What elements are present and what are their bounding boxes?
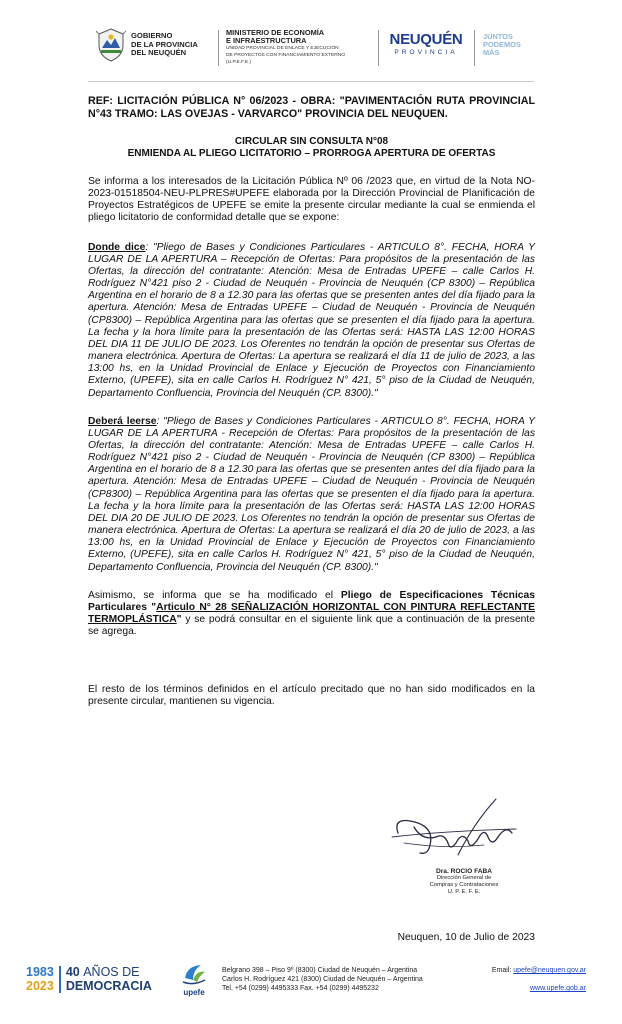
footer-contact bbox=[466, 966, 586, 993]
ministry-line-1: MINISTERIO DE ECONOMÍA bbox=[226, 28, 325, 37]
signatory-title-1: Dirección General de bbox=[436, 875, 492, 881]
circular-subtitle: ENMIENDA AL PLIEGO LICITATORIO – PRORROGA APERTURA DE OFERTAS bbox=[127, 148, 496, 159]
anniversary-line-2: DEMOCRACIA bbox=[65, 978, 152, 993]
donde-dice-paragraph bbox=[88, 242, 535, 400]
website-link[interactable]: www.upefe.gob.ar bbox=[529, 985, 586, 992]
ministry-line-2: E INFRAESTRUCTURA bbox=[226, 36, 307, 46]
gov-line-2: DE LA PROVINCIA bbox=[131, 39, 198, 49]
neuquen-name: NEUQUÉN bbox=[389, 31, 463, 48]
anniversary-number: 40 bbox=[65, 965, 80, 979]
email-link[interactable]: upefe@neuquen.gov.ar bbox=[513, 967, 586, 974]
provincial-crest-icon bbox=[96, 28, 126, 62]
asimismo-pre: Asimismo, se informa que se ha modificado el bbox=[88, 589, 341, 601]
donde-dice-label: Donde dice bbox=[88, 241, 146, 253]
slogan bbox=[483, 33, 521, 57]
debera-leerse-paragraph bbox=[88, 416, 535, 574]
debera-leerse-label: Deberá leerse bbox=[88, 415, 157, 427]
asimismo-post: y se podrá consultar en el siguiente link que a continuación de la presente se agrega. bbox=[88, 614, 535, 638]
reference-heading: REF: LICITACIÓN PÚBLICA N° 06/2023 - OBRA: "PAVIMENTACIÓN RUTA PROVINCIAL N°43 TRAMO: LAS OVEJAS - VARVARCO" PROVINCIA DEL NEUQUEN. bbox=[88, 95, 535, 120]
signatory-title-2: Compras y Contrataciones bbox=[429, 882, 499, 888]
email-label: Email: bbox=[491, 967, 514, 974]
upefe-logo-icon bbox=[181, 962, 207, 986]
document-body bbox=[88, 95, 535, 709]
address-line-1: Belgrano 398 – Piso 9º (8300) Ciudad de Neuquén – Argentina bbox=[222, 967, 418, 974]
neuquen-provincia: PROVINCIA bbox=[394, 49, 458, 56]
circular-title: CIRCULAR SIN CONSULTA N°08 bbox=[234, 136, 389, 147]
intro-paragraph: Se informa a los interesados de la Licitación Pública Nº 06 /2023 que, en virtud de la Nota NO-2023-01518504-NEU-PLPRES#UPEFE elaborada por la Dirección Provincial de Planificación de Proyectos Estratégicos de UPEFE se emite la presente circular mediante la cual se enmienda el pliego licitatorio de conformidad detalle que se expone: bbox=[88, 176, 535, 224]
address-line-2: Carlos H. Rodríguez 421 (8300) Ciudad de Neuquén – Argentina bbox=[222, 976, 423, 983]
slogan-line-2: PODEMOS bbox=[483, 40, 521, 49]
document-date: Neuquen, 10 de Julio de 2023 bbox=[397, 932, 535, 943]
ministry-label bbox=[226, 29, 376, 65]
header-divider bbox=[378, 30, 379, 66]
slogan-line-3: MÁS bbox=[483, 48, 500, 57]
gov-line-1: GOBIERNO bbox=[131, 31, 173, 41]
gov-line-3: DEL NEUQUÉN bbox=[131, 48, 187, 58]
header-rule bbox=[88, 81, 534, 82]
header-divider bbox=[218, 30, 219, 66]
government-logo bbox=[96, 28, 209, 62]
neuquen-logo bbox=[386, 32, 466, 56]
footer bbox=[0, 960, 622, 1020]
signatory-title-3: U. P. E. F. E. bbox=[447, 889, 481, 895]
ministry-sub-1: UNIDAD PROVINCIAL DE ENLACE Y EJECUCIÓN bbox=[226, 46, 339, 52]
resto-paragraph: El resto de los términos definidos en el artículo precitado que no han sido modificados en la presente circular, mantienen su vigencia. bbox=[88, 684, 535, 708]
badge-divider bbox=[59, 966, 61, 993]
asimismo-close-quote: " bbox=[176, 614, 182, 625]
debera-leerse-text: : "Pliego de Bases y Condiciones Particulares - ARTICULO 8°. FECHA, HORA Y LUGAR DE LA APERTURA - Recepción de Ofertas: Para propósitos de la presentación de las Ofertas, la dirección del contratante: Atención: Mesa de Entradas UPEFE – calle Carlos H. Rodríguez N°421 piso 2 - Ciudad de Neuquén - Provincia de Neuquén (CP 8300) – República Argentina en el horario de 8 a 12.30 para las ofertas que se presenten antes del día fijado para la apertura. Atención: Mesa de Entradas UPEFE – Ciudad de Neuquén - Provincia de Neuquén (CP8300) – República Argentina para las ofertas que se presenten el día fijado para la apertura. La fecha y la hora límite para la presentación de las Ofertas será: HASTA LAS 12:00 HORAS DEL DIA 20 DE JULIO DE 2023. Los Oferentes no tendrán la opción de presentar sus Ofertas de manera electrónica. Apertura de Ofertas: La apertura se realizará el día 20 de julio de 2023, a las 13:00 hs, en la Unidad Provincial de Enlace y Ejecución de Proyectos con Financiamiento Externo, (UPEFE), sita en calle Carlos H. Rodríguez N° 421, 5° piso de la Ciudad de Neuquén, Departamento Confluencia, Provincia del Neuquén (CP. 8300)." bbox=[88, 415, 535, 573]
address-line-3: Tel. +54 (0299) 4495333 Fax. +54 (0299) 4495232 bbox=[222, 985, 379, 992]
header-divider bbox=[474, 30, 475, 66]
donde-dice-text: : "Pliego de Bases y Condiciones Particulares - ARTICULO 8°. FECHA, HORA Y LUGAR DE LA APERTURA – Recepción de Ofertas: Para propósitos de la presentación de las Ofertas, la dirección del contratante: Atención: Mesa de Entradas UPEFE – calle Carlos H. Rodríguez N°421 piso 2 - Ciudad de Neuquén - Provincia de Neuquén (CP 8300) – República Argentina en el horario de 8 a 12.30 para las ofertas que se presenten antes del día fijado para la apertura. Atención: Mesa de Entradas UPEFE – Ciudad de Neuquén - Provincia de Neuquén (CP8300) – República Argentina para las ofertas que se presenten el día fijado para la apertura. La fecha y la hora límite para la presentación de las Ofertas será: HASTA LAS 12:00 HORAS DEL DIA 11 DE JULIO DE 2023. Los Oferentes no tendrán la opción de presentar sus Ofertas de manera electrónica. Apertura de Ofertas: La apertura se realizará el día 11 de julio de 2023, a las 13:00 hs, en la Unidad Provincial de Enlace y Ejecución de Proyectos con Financiamiento Externo, (UPEFE), sita en calle Carlos H. Rodríguez N° 421, 5° piso de la Ciudad de Neuquén, Departamento Confluencia, Provincia del Neuquén (CP. 8300)." bbox=[88, 241, 535, 399]
year-1983: 1983 bbox=[26, 965, 54, 979]
anniversary-word: AÑOS DE bbox=[83, 965, 140, 979]
article-link[interactable]: Articulo N° 28 SEÑALIZACIÓN HORIZONTAL CON PINTURA REFLECTANTE TERMOPLÁSTICA bbox=[88, 601, 535, 625]
ministry-sub-3: (U.P.E.F.E.) bbox=[226, 59, 252, 65]
upefe-wordmark: upefe bbox=[183, 988, 205, 997]
slogan-line-1: JUNTOS bbox=[483, 32, 513, 41]
ministry-sub-2: DE PROYECTOS CON FINANCIAMIENTO EXTERNO bbox=[226, 53, 346, 58]
year-2023: 2023 bbox=[26, 978, 54, 993]
signatory-name: Dra. ROCIO FABA bbox=[435, 868, 493, 875]
democracy-badge bbox=[26, 966, 152, 993]
footer-address bbox=[222, 966, 472, 993]
handwritten-signature bbox=[384, 793, 522, 865]
asimismo-bold: Pliego de Especificaciones Técnicas Particulares " bbox=[88, 589, 535, 613]
circular-heading bbox=[88, 136, 535, 160]
signature-stamp bbox=[404, 868, 524, 896]
upefe-logo bbox=[178, 962, 210, 998]
asimismo-paragraph bbox=[88, 590, 535, 639]
letterhead bbox=[0, 0, 622, 82]
